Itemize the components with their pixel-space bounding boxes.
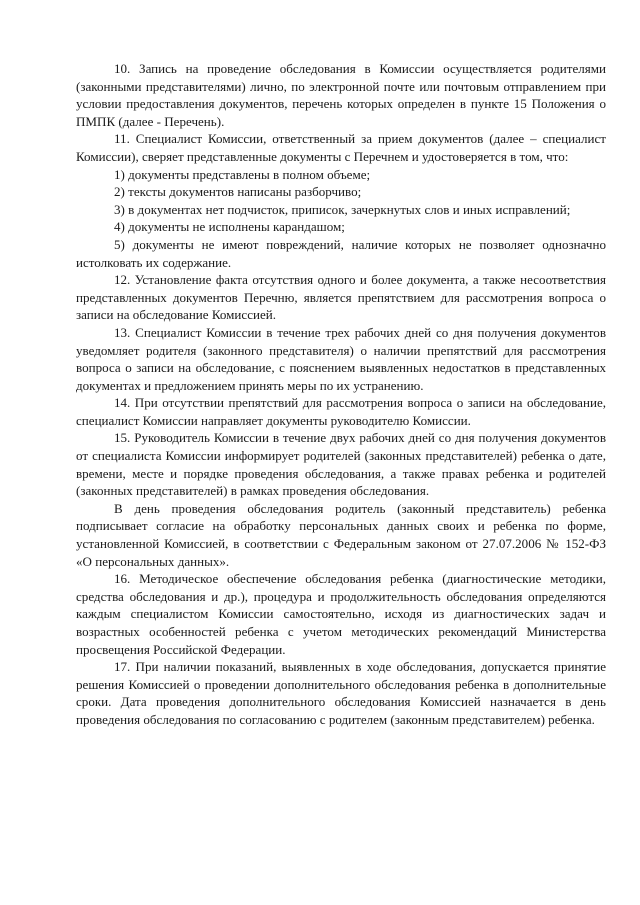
paragraph-consent: В день проведения обследования родитель (законный представитель) ребенка подписывает согласие на обработку персональных данных своих и ребенка по форме, установленной Комиссией, в соответствии с Федеральным законом от 27.07.2006 № 152-ФЗ «О персональных данных». <box>76 500 606 569</box>
paragraph-16: 16. Методическое обеспечение обследования ребенка (диагностические методики, средства обследования и др.), процедура и продолжительность обследования определяются каждым специалистом Комиссии самостоятельно, исходя из диагностических задач и возрастных особенностей ребенка с учетом методических рекомендаций Министерства просвещения Российской Федерации. <box>76 571 606 657</box>
paragraph-12: 12. Установление факта отсутствия одного и более документа, а также несоответствия представленных документов Перечню, является препятствием для рассмотрения вопроса о записи на обследование Комиссией. <box>76 272 606 323</box>
list-item-5: 5) документы не имеют повреждений, наличие которых не позволяет однозначно истолковать их содержание. <box>76 236 606 270</box>
paragraph-15: 15. Руководитель Комиссии в течение двух рабочих дней со дня получения документов от специалиста Комиссии информирует родителей (законных представителей) ребенка о дате, времени, месте и порядке проведения обследования, а также правах ребенка и родителей (законных представителей) в рамках проведения обследования. <box>76 430 606 499</box>
paragraph-13: 13. Специалист Комиссии в течение трех рабочих дней со дня получения документов уведомляет родителя (законного представителя) о наличии препятствий для рассмотрения вопроса о записи на обследование, с пояснением выявленных недостатков в представленных документах и предложением принять меры по их устранению. <box>76 324 606 393</box>
list-item-4: 4) документы не исполнены карандашом; <box>114 219 345 235</box>
list-item-3: 3) в документах нет подчисток, приписок, зачеркнутых слов и иных исправлений; <box>114 201 571 217</box>
paragraph-14: 14. При отсутствии препятствий для рассмотрения вопроса о записи на обследование, специалист Комиссии направляет документы руководителю Комиссии. <box>76 395 606 428</box>
paragraph-10: 10. Запись на проведение обследования в Комиссии осуществляется родителями (законными представителями) лично, по электронной почте или почтовым отправлением при условии предоставления документов, перечень которых определен в пункте 15 Положения о ПМПК (далее - Перечень). <box>76 61 606 129</box>
paragraph-17: 17. При наличии показаний, выявленных в ходе обследования, допускается принятие решения Комиссией о проведении дополнительного обследования ребенка в дополнительные сроки. Дата проведения дополнительного обследования Комиссией назначается в день проведения обследования по согласованию с родителем (законным представителем) ребенка. <box>76 659 606 727</box>
list-item-2: 2) тексты документов написаны разборчиво; <box>114 184 362 200</box>
paragraph-11: 11. Специалист Комиссии, ответственный за прием документов (далее – специалист Комиссии), сверяет представленные документы с Перечнем и удостоверяется в том, что: <box>76 131 606 164</box>
list-item-1: 1) документы представлены в полном объеме; <box>114 166 371 182</box>
document-page <box>76 60 606 729</box>
